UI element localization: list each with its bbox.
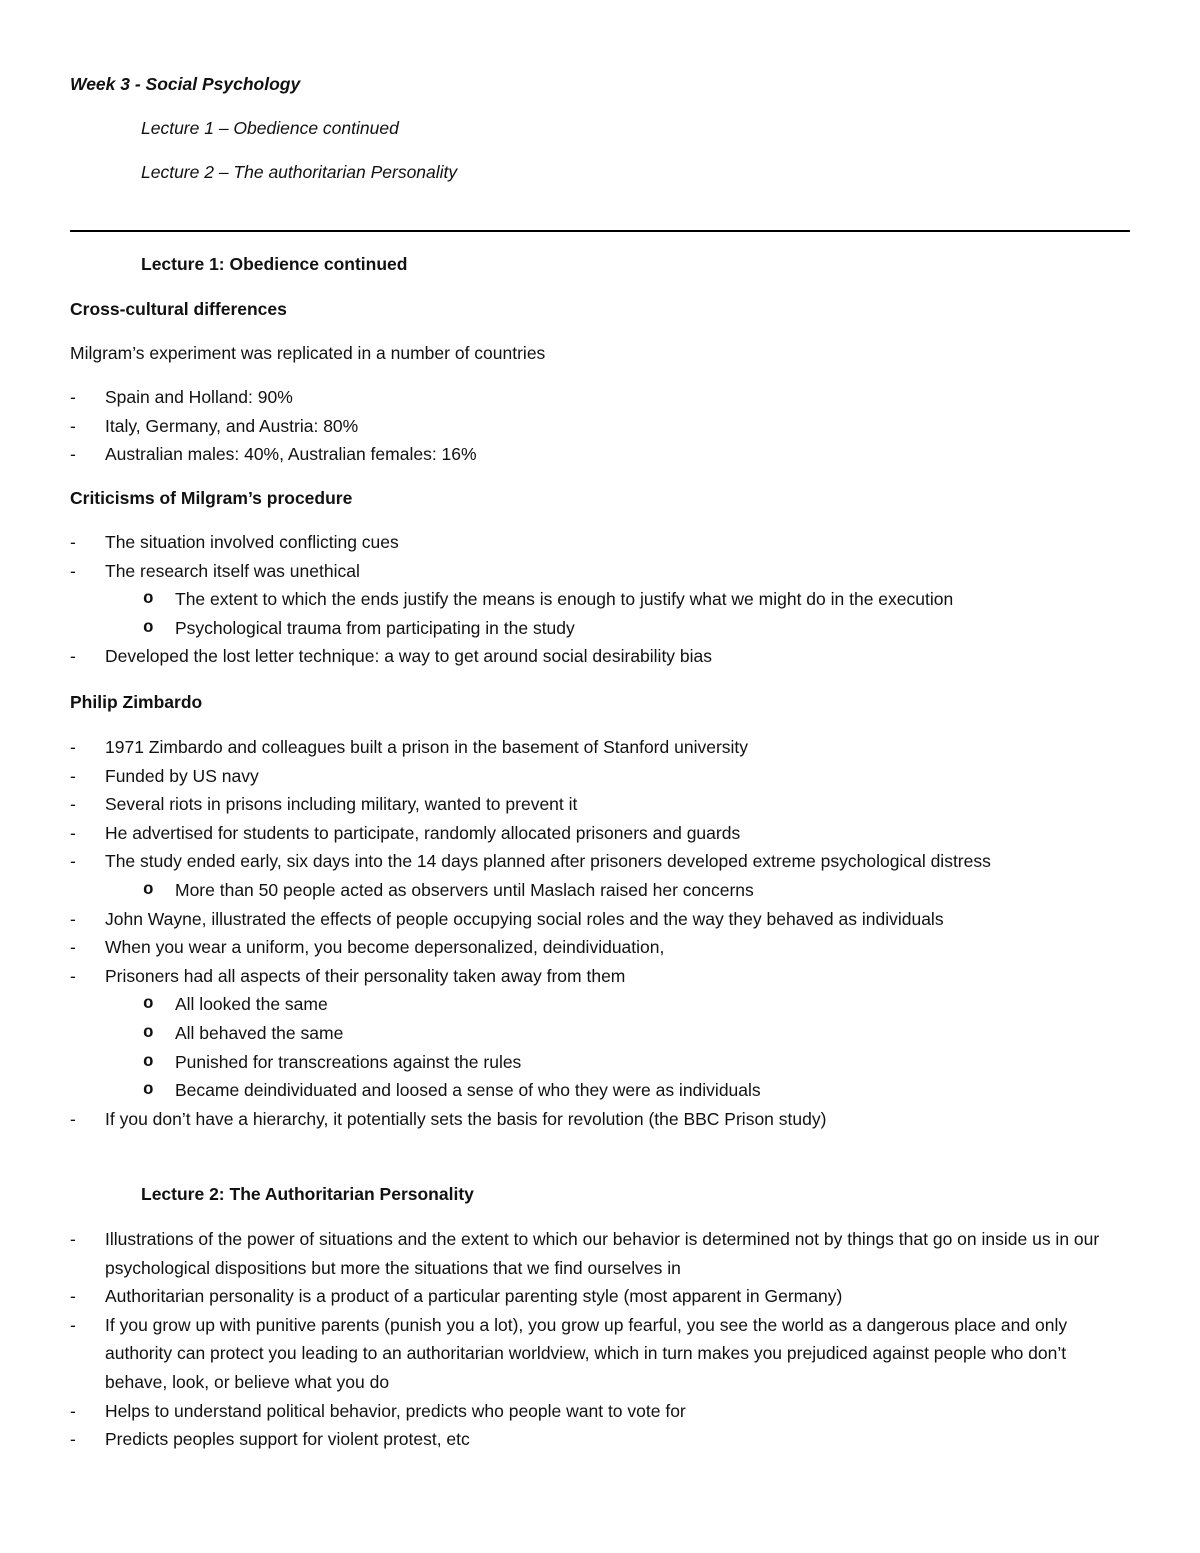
header-lecture-2: Lecture 2 – The authoritarian Personality [141,162,458,182]
list-item: - When you wear a uniform, you become depersonalized, deindividuation, [70,937,665,958]
list-item: - Spain and Holland: 90% [70,387,293,407]
lecture-2-list [70,1225,1130,1454]
list-item: - Italy, Germany, and Austria: 80% [70,415,359,436]
zimbardo-list [70,733,1130,1133]
document-title: Week 3 - Social Psychology [70,74,301,94]
list-item: - Predicts peoples support for violent protest, etc [70,1429,470,1450]
horizontal-rule [70,230,1130,232]
list-item: - Developed the lost letter technique: a way to get around social desirability bias [70,646,713,667]
list-item: - The study ended early, six days into the 14 days planned after prisoners developed extreme psychological distress [70,851,991,872]
cross-cultural-heading: Cross-cultural differences [70,299,287,319]
list-item: - If you don’t have a hierarchy, it potentially sets the basis for revolution (the BBC Prison study) [70,1108,827,1129]
list-item: - The situation involved conflicting cues [70,532,399,552]
list-item: - The research itself was unethical [70,560,360,581]
sub-list-item: o The extent to which the ends justify the means is enough to justify what we might do in the execution [143,589,954,610]
sub-list-item: o All behaved the same [143,1022,344,1043]
list-item: - Prisoners had all aspects of their personality taken away from them [70,965,626,986]
sub-list-item: o Psychological trauma from participating in the study [143,617,575,638]
list-item: - Australian males: 40%, Australian females: 16% [70,444,477,465]
list-item: - Authoritarian personality is a product of a particular parenting style (most apparent in Germany) [70,1286,843,1307]
list-item: - 1971 Zimbardo and colleagues built a prison in the basement of Stanford university [70,737,749,757]
list-item: - Helps to understand political behavior, predicts who people want to vote for [70,1400,686,1421]
cross-cultural-intro: Milgram’s experiment was replicated in a number of countries [70,343,546,363]
list-item: - If you grow up with punitive parents (punish you a lot), you grow up fearful, you see the world as a dangerous place and only authority can protect you leading to an authoritarian worldview, which in turn makes you prejudiced against people who don’t behave, look, or believe what you do [70,1314,1068,1392]
criticisms-list [70,528,1130,671]
list-item: - He advertised for students to participate, randomly allocated prisoners and guards [70,822,741,843]
sub-list-item: o Became deindividuated and loosed a sense of who they were as individuals [143,1080,761,1101]
sub-list-item: o More than 50 people acted as observers until Maslach raised her concerns [143,879,754,900]
lecture-2-title: Lecture 2: The Authoritarian Personality [141,1184,474,1204]
header-lecture-1: Lecture 1 – Obedience continued [141,118,399,138]
criticisms-heading: Criticisms of Milgram’s procedure [70,488,353,508]
lecture-1-title: Lecture 1: Obedience continued [141,254,408,274]
sub-list-item: o All looked the same [143,994,328,1015]
sub-list-item: o Punished for transcreations against the rules [143,1051,522,1072]
zimbardo-heading: Philip Zimbardo [70,692,203,712]
list-item: - John Wayne, illustrated the effects of people occupying social roles and the way they behaved as individuals [70,908,944,929]
cross-cultural-list [70,383,1130,469]
list-item: - Illustrations of the power of situations and the extent to which our behavior is determined not by things that go on inside us in our psychological dispositions but more the situations that we find ourselves in [70,1229,1100,1278]
list-item: - Funded by US navy [70,765,259,786]
list-item: - Several riots in prisons including military, wanted to prevent it [70,794,578,815]
